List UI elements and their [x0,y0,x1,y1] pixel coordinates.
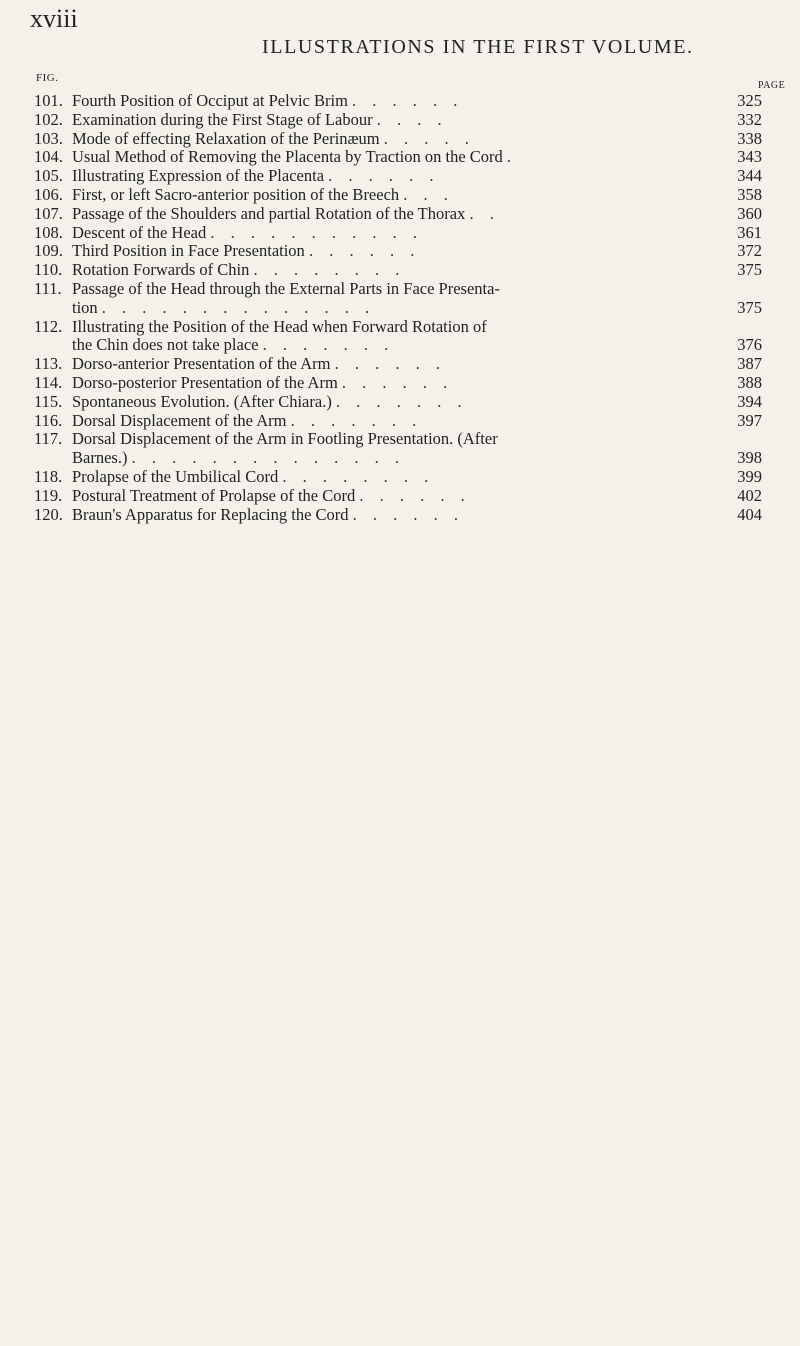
figure-title-text: Dorsal Displacement of the Arm [72,410,287,430]
figure-title-text: Dorso-posterior Presentation of the Arm [72,372,338,392]
fig-column-label: FIG. [36,72,59,84]
figure-title [72,205,764,224]
page-ref: 402 [737,485,762,505]
figure-title-text: Dorsal Displacement of the Arm in Footling Presentation. (After [72,429,498,449]
figure-number: 102. [34,109,63,129]
figure-number: 109. [34,241,63,261]
list-item [34,412,764,431]
figure-title [72,167,764,186]
figure-title [72,374,764,393]
leader-dots: . . . . . . [352,504,465,524]
leader-dots: . . . . . . . . [253,260,406,280]
figure-title [72,449,764,468]
illustrations-list [34,92,764,524]
list-item [34,336,764,355]
leader-dots: . . . . . . [359,485,471,505]
leader-dots: . . . . . . . [262,335,395,355]
list-item [34,430,764,449]
page-ref: 338 [737,128,762,148]
figure-number: 104. [34,147,63,167]
leader-dots: . . . . [376,109,448,129]
figure-title-text: Illustrating Expression of the Placenta [72,166,325,186]
figure-title-text: First, or left Sacro-anterior position of the Breech [72,184,400,204]
page-ref: 361 [737,222,762,242]
list-item [34,167,764,186]
figure-number: 111. [34,278,62,298]
leader-dots: . . . . . . [308,241,421,261]
page-ref: 360 [737,203,762,223]
list-item [34,355,764,374]
list-item [34,186,764,205]
figure-title [72,111,764,130]
page-ref: 397 [737,410,762,430]
leader-dots: . . . . . . . [290,410,423,430]
list-item [34,280,764,299]
figure-title [72,148,764,167]
leader-dots: . . . [403,184,454,204]
page-ref: 344 [737,166,762,186]
leader-dots: . . [469,203,500,223]
list-item [34,92,764,111]
page-ref: 375 [737,297,762,317]
figure-title [72,487,764,506]
figure-title [72,130,764,149]
page-number: xviii [30,4,78,33]
list-item [34,224,764,243]
figure-title-text: the Chin does not take place [72,335,259,355]
page-ref: 343 [737,147,762,167]
figure-title-text: Braun's Apparatus for Replacing the Cord [72,504,349,524]
figure-title [72,506,764,525]
figure-title [72,299,764,318]
figure-title-text: Usual Method of Removing the Placenta by Traction on the Cord [72,147,503,167]
list-item [34,242,764,261]
list-item [34,130,764,149]
running-title: ILLUSTRATIONS IN THE FIRST VOLUME. [262,36,694,58]
figure-title-text: Rotation Forwards of Chin [72,260,250,280]
figure-number: 115. [34,391,63,411]
list-item [34,487,764,506]
leader-dots: . . . . . . [334,354,446,374]
figure-title [72,318,764,337]
page-ref: 398 [737,448,762,468]
leader-dots: . . . . . . . . . . . . . . [131,448,405,468]
page-ref: 376 [737,335,762,355]
figure-number: 108. [34,222,63,242]
figure-title-text: Postural Treatment of Prolapse of the Cord [72,485,356,505]
figure-title-text: Passage of the Head through the External Parts in Face Presenta- [72,278,500,298]
leader-dots: . . . . . . [352,91,464,110]
list-item [34,506,764,525]
figure-title-text: tion [72,297,98,317]
leader-dots: . . . . . . . . [282,466,435,486]
figure-number: 120. [34,504,63,524]
page-ref: 404 [737,504,762,524]
figure-number: 107. [34,203,63,223]
figure-title [72,412,764,431]
page-ref: 394 [737,391,762,411]
figure-number: 110. [34,260,63,280]
leader-dots: . [506,147,518,167]
figure-title [72,242,764,261]
figure-title [72,336,764,355]
figure-number: 106. [34,184,63,204]
figure-number: 105. [34,166,63,186]
figure-title [72,186,764,205]
list-item [34,148,764,167]
list-item [34,111,764,130]
page-ref: 358 [737,184,762,204]
list-item [34,374,764,393]
page-ref: 399 [737,466,762,486]
leader-dots: . . . . . . . . . . . . . . [101,297,376,317]
figure-title-text: Descent of the Head [72,222,207,242]
figure-number: 112. [34,316,63,336]
figure-title [72,224,764,243]
list-item [34,468,764,487]
figure-title [72,393,764,412]
figure-title [72,355,764,374]
list-item [34,318,764,337]
figure-title [72,261,764,280]
figure-number: 113. [34,354,63,374]
figure-number: 114. [34,372,63,392]
figure-title-text: Barnes.) [72,448,128,468]
page-ref: 375 [737,260,762,280]
leader-dots: . . . . . . . . . . . [210,222,423,242]
list-item [34,261,764,280]
leader-dots: . . . . . . [328,166,440,186]
leader-dots: . . . . . . . [335,391,468,411]
figure-title-text: Spontaneous Evolution. (After Chiara.) [72,391,332,411]
figure-title [72,280,764,299]
page-column-label: PAGE [758,80,786,91]
list-item [34,205,764,224]
figure-number: 119. [34,485,63,505]
page-ref: 332 [737,109,762,129]
figure-title-text: Dorso-anterior Presentation of the Arm [72,354,331,374]
figure-number: 116. [34,410,63,430]
list-item [34,299,764,318]
figure-title-text: Passage of the Shoulders and partial Rotation of the Thorax [72,203,466,223]
page-ref: 387 [737,354,762,374]
figure-title-text: Third Position in Face Presentation [72,241,305,261]
figure-title-text: Fourth Position of Occiput at Pelvic Brim [72,91,348,110]
figure-title-text: Prolapse of the Umbilical Cord [72,466,279,486]
leader-dots: . . . . . [383,128,475,148]
figure-title [72,430,764,449]
figure-title-text: Mode of effecting Relaxation of the Perinæum [72,128,380,148]
leader-dots: . . . . . . [341,372,454,392]
figure-number: 118. [34,466,63,486]
figure-number: 117. [34,429,63,449]
list-item [34,449,764,468]
list-item [34,393,764,412]
figure-title-text: Illustrating the Position of the Head when Forward Rotation of [72,316,487,336]
figure-number: 101. [34,91,63,110]
page-ref: 388 [737,372,762,392]
figure-title-text: Examination during the First Stage of Labour [72,109,373,129]
figure-title [72,92,764,111]
page-ref: 372 [737,241,762,261]
page-ref: 325 [737,91,762,110]
figure-title [72,468,764,487]
figure-number: 103. [34,128,63,148]
